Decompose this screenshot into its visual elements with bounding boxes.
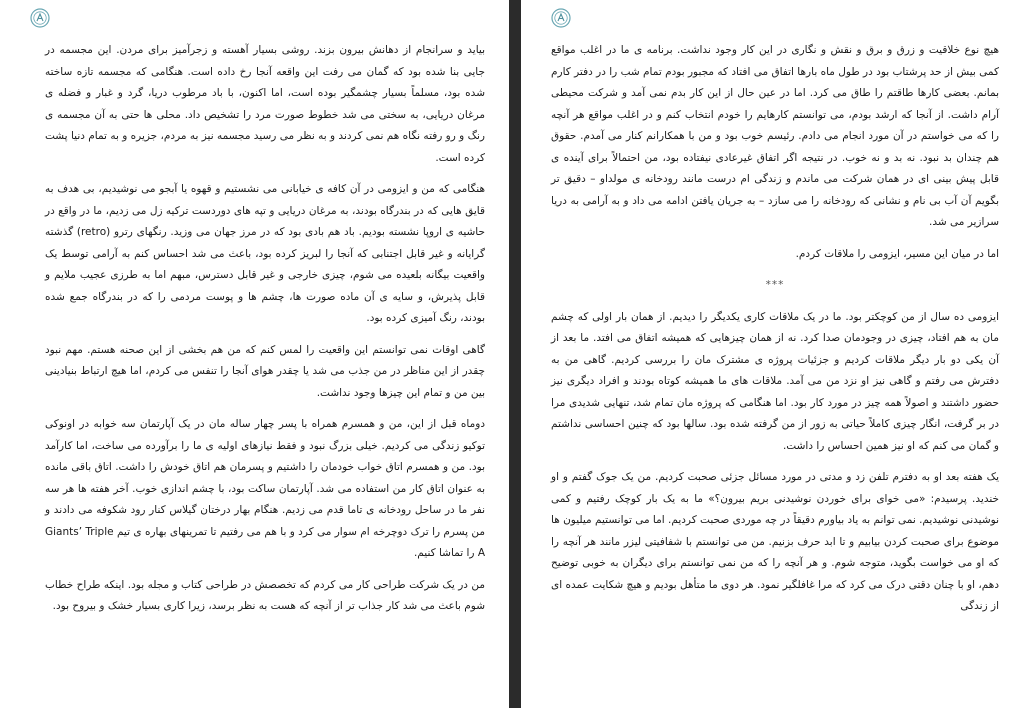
paragraph: هنگامی که من و ایزومی در آن کافه ی خیابانی می نشستیم و قهوه یا آبجو می نوشیدیم، بی هدف به قایق هایی که در بندرگاه بودند، به مرغان دریایی و تپه های دوردست ترکیه زل می زدیم، ما در واقع در حاشیه ی اروپا نشسته بودیم. باد هم بادی بود که در مرز جهان می وزید. رنگهای رترو (retro) گذشته گرایانه و غیر قابل اجتنابی که آنجا را لبریز کرده بود، باعث می شد احساس کنم به آرامی توسط یک واقعیت بیگانه بلعیده می شوم، چیزی خارجی و غیر قابل دسترس، مبهم اما به طرزی عجیب ملایم و قابل پذیرش، و سایه ی آن ماده صورت ها، چشم ها و پوست مردمی را که در بندرگاه جمع شده بودند، رنگ آمیزی کرده بود. bbox=[45, 183, 485, 324]
paragraph: ایزومی ده سال از من کوچکتر بود. ما در یک ملاقات کاری یکدیگر را دیدیم. از همان بار اولی که چشم مان به هم افتاد، چیزی در وجودمان صدا کرد. نه از همان چیزهایی که همیشه اتفاق می افتد. ما بعد از آن یکی دو بار دیگر ملاقات کردیم و جزئیات پروژه ی مشترک مان را بررسی کردیم. گاهی من به دفترش می رفتم و گاهی نیز او نزد من می آمد. ملاقات های ما همیشه کوتاه بودند و افراد دیگری نیز حضور داشتند و اصولاً همه چیز در مورد کار بود. اما هنگامی که پروژه مان تمام شد، تنهایی شدیدی مرا در بر گرفت، انگار چیزی کاملاً حیاتی به زور از من گرفته شده بود. سالها بود که چنین احساسی نداشتم و گمان می کنم که او نیز همین احساس را داشت. bbox=[551, 310, 999, 452]
left-page bbox=[0, 0, 509, 708]
paragraph: گاهی اوقات نمی توانستم این واقعیت را لمس کنم که من هم بخشی از این صحنه هستم. مهم نبود چقدر از این مناظر در من جذب می شد یا چقدر هوای آنجا را تنفس می کردم، اما هیچ ارتباط بنیادینی بین من و تمام این چیزها وجود نداشت. bbox=[45, 343, 485, 399]
paragraph: اما در میان این مسیر، ایزومی را ملاقات کردم. bbox=[795, 247, 999, 260]
paragraph: بیاید و سرانجام از دهانش بیرون بزند. روشی بسیار آهسته و زجرآمیز برای مردن. این مجسمه در جایی بنا شده بود که گمان می رفت این واقعه آنجا رخ داده است. هنگامی که مجسمه تازه ساخته شده بود، مسلماً بسیار چشمگیر بوده است، اما اکنون، با باد مرطوب دریا، گرد و غبار و فضله ی مرغان دریایی، به سختی می شد خطوط صورت مرد را تشخیص داد. محلی ها حتی به آن مجسمه ی رنگ و رو رفته نگاه هم نمی کردند و به نظر می رسید مجسمه نیز به مردم، جزیره و به تمام دنیا پشت کرده است. bbox=[45, 44, 485, 164]
section-separator: *** bbox=[765, 279, 785, 291]
logo-icon bbox=[30, 8, 50, 28]
paragraph: من در یک شرکت طراحی کار می کردم که تخصصش در طراحی کتاب و مجله بود. اینکه طراح خطاب شوم باعث می شد کار جذاب تر از آنچه که هست به نظر برسد، زیرا کاری بسیار خشک و بیروح بود. bbox=[45, 578, 485, 612]
paragraph: هیچ نوع خلاقیت و زرق و برق و نقش و نگاری در این کار وجود نداشت. برنامه ی ما در اغلب مواقع کمی بیش از حد پرشتاب بود در طول ماه بارها اتفاق می افتاد که مجبور بودم تمام شب را در دفتر کارم بمانم. بعضی کارها طاقتم را طاق می کرد. اما در عین حال از این کار بدم نمی آمد و شرکت محیطی آرام داشت. از آنجا که ارشد بودم، می توانستم کارهایم را خودم انتخاب کنم و در اغلب مواقع هر آنچه را که می خواستم در آن مورد انجام می دادم. رئیسم خوب بود و من با همکارانم کنار می آمدم. حقوق هم چندان بد نبود. نه بد و نه خوب. در نتیجه اگر اتفاق غیرعادی نیفتاده بود، من احتمالاً برای آینده ی قابل پیش بینی ای در همان شرکت می ماندم و زندگی ام درست مانند رودخانه ی مولداو – دقیق تر بگویم آن آب بی نام و نشانی که رودخانه را می سازد – به جریان یافتن ادامه می داد و به آرامی به دریا سرازیر می شد. bbox=[551, 44, 999, 228]
paragraph: یک هفته بعد او به دفترم تلفن زد و مدتی در مورد مسائل جزئی صحبت کردیم. من یک جوک گفتم و او خندید. پرسیدم: «می خوای برای خوردن نوشیدنی بریم بیرون؟» ما به یک بار کوچک رفتیم و کمی نوشیدنی نوشیدیم. نمی توانم به یاد بیاورم دقیقاً در چه موردی صحبت کردیم. اما می توانستیم میلیون ها موضوع برای صحبت کردن بیابیم و تا ابد حرف بزنیم. من می توانستم با شفافیتی لیزر مانند هر آنچه را که او می خواست بگوید، متوجه شوم. و هر آنچه را که من نمی توانستم برای دیگران به خوبی توضیح دهم، او با چنان دقتی درک می کرد که مرا غافلگیر نمود. هر دوی ما متأهل بودیم و هیچ شکایت عمده ای از زندگی bbox=[551, 471, 999, 612]
right-text-column bbox=[551, 40, 999, 628]
book-spine bbox=[509, 0, 521, 708]
left-text-column bbox=[45, 40, 485, 628]
right-page bbox=[521, 0, 1024, 708]
paragraph: دوماه قبل از این، من و همسرم همراه با پسر چهار ساله مان در یک آپارتمان سه خوابه در اونوکی توکیو زندگی می کردیم. خیلی بزرگ نبود و فقط نیازهای اولیه ی ما را برآورده می ساخت، اما کارآمد بود. من و همسرم اتاق خواب خودمان را داشتیم و پسرمان هم اتاق خودش را داشت. اتاق باقی مانده به عنوان اتاق کار من استفاده می شد. آپارتمان ساکت بود، با چشم اندازی خوب. آخر هفته ها هر سه نفر ما در ساحل رودخانه ی تاما قدم می زدیم. هنگام بهار درختان گیلاس کنار رود شکوفه می دادند و من پسرم را ترک دوچرخه ام سوار می کرد و با هم می رفتیم تا تمرینهای بهاره ی تیم Giants’ Triple A را تماشا کنیم. bbox=[45, 418, 485, 559]
logo-icon bbox=[551, 8, 571, 28]
